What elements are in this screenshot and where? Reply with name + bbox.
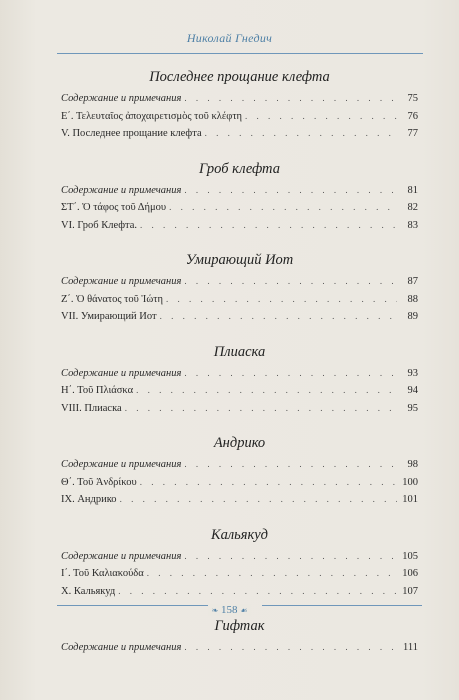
toc-entry-page: 94	[407, 385, 418, 396]
toc-entry-page: 101	[402, 494, 418, 505]
toc-entry-page: 93	[407, 367, 418, 379]
leader-dots	[184, 273, 397, 290]
toc-entry-label: IX. Андрико	[61, 494, 117, 505]
section-title: Андрико	[213, 435, 266, 451]
toc-section	[61, 526, 418, 601]
toc-entry-label: VIII. Плиаска	[61, 402, 122, 414]
toc-entry-label: Ε΄. Τελευταῖος ἀποχαιρετισμὸς τοῦ κλέφτη	[61, 110, 243, 122]
toc-section	[61, 617, 418, 657]
toc-entry[interactable]	[61, 456, 418, 474]
toc-entry-page: 87	[407, 276, 418, 287]
footer-rule-left	[57, 605, 222, 606]
toc-entry-label: Ζ΄. Ὁ θάνατος τοῦ Ἰώτη	[61, 293, 163, 305]
toc-entry[interactable]	[61, 400, 418, 418]
page-number-value: 158	[221, 604, 238, 616]
toc-entry-label: Ι΄. Τοῦ Καλιακούδα	[61, 568, 144, 579]
toc-entry[interactable]	[61, 565, 418, 583]
running-header-title: Николай Гнедич	[186, 31, 273, 45]
toc-entry-page: 83	[407, 219, 418, 231]
section-title: Плиаска	[213, 343, 266, 360]
toc-section	[61, 160, 418, 235]
toc-entry-label: VI. Гроб Клефта.	[61, 219, 138, 231]
toc-entry-page: 89	[407, 311, 418, 322]
toc-entry-page: 76	[407, 110, 418, 122]
leader-dots	[184, 456, 397, 473]
leader-dots	[147, 565, 397, 582]
leader-dots	[184, 639, 397, 656]
toc-entry-label: Содержание и примечания	[61, 459, 182, 470]
toc-entry-label: Η΄. Τοῦ Πλιάσκα	[61, 385, 134, 396]
leader-dots	[160, 308, 397, 325]
toc-entry-page: 100	[402, 476, 418, 488]
toc-entry-page: 98	[407, 459, 418, 470]
toc-entry-label: VII. Умирающий Иот	[61, 311, 157, 322]
leader-dots	[205, 125, 397, 142]
leader-dots	[169, 199, 397, 216]
leader-dots	[166, 291, 397, 308]
section-title: Умирающий Иот	[185, 252, 294, 268]
page-number	[208, 604, 252, 616]
toc-entry[interactable]	[61, 382, 418, 400]
toc-entry-page: 81	[407, 184, 418, 196]
leader-dots	[125, 400, 397, 417]
toc-section	[61, 434, 418, 509]
ornament-right-icon: ☙	[240, 606, 248, 615]
footer-rule-right	[262, 605, 422, 606]
section-title: Гифтак	[214, 618, 265, 634]
toc-entry[interactable]	[61, 365, 418, 383]
toc-entry-label: Содержание и примечания	[61, 276, 182, 287]
toc-entry[interactable]	[61, 182, 418, 200]
toc-entry-label: Содержание и примечания	[61, 367, 182, 379]
toc-entry[interactable]	[61, 273, 418, 291]
toc-entry[interactable]	[61, 639, 418, 657]
toc-entry[interactable]	[61, 217, 418, 235]
leader-dots	[118, 583, 397, 600]
leader-dots	[184, 548, 397, 565]
toc-entry[interactable]	[61, 199, 418, 217]
toc-section	[61, 251, 418, 326]
toc-entry-label: X. Кальякуд	[61, 585, 116, 597]
toc-entry-label: Θ΄. Τοῦ Ἀνδρίκου	[61, 476, 137, 488]
ornament-left-icon: ❧	[211, 606, 219, 615]
page-footer	[0, 598, 459, 617]
leader-dots	[245, 108, 397, 125]
section-title: Гроб клефта	[199, 160, 280, 177]
toc-entry-label: Содержание и примечания	[61, 642, 182, 653]
toc-entry-label: ΣΤ΄. Ὁ τάφος τοῦ Δήμου	[61, 202, 167, 213]
toc-entry[interactable]	[61, 474, 418, 492]
leader-dots	[184, 365, 397, 382]
leader-dots	[140, 474, 397, 491]
toc-entry[interactable]	[61, 108, 418, 126]
toc-entry-label: Содержание и примечания	[61, 550, 182, 562]
toc-section	[61, 68, 418, 143]
toc-entry-page: 95	[407, 402, 418, 414]
toc-entry-page: 82	[407, 202, 418, 213]
toc-entry-page: 88	[407, 293, 418, 305]
toc-entry[interactable]	[61, 291, 418, 309]
leader-dots	[120, 491, 397, 508]
leader-dots	[184, 90, 397, 107]
section-title: Последнее прощание клефта	[149, 69, 330, 85]
toc-entry-page: 111	[403, 642, 418, 653]
toc-section	[61, 343, 418, 418]
toc-entry[interactable]	[61, 90, 418, 108]
leader-dots	[136, 382, 397, 399]
toc-entry-page: 77	[407, 128, 418, 139]
leader-dots	[184, 182, 397, 199]
toc-entry-page: 107	[402, 585, 418, 597]
toc-entry[interactable]	[61, 491, 418, 509]
toc-entry-page: 75	[407, 93, 418, 104]
toc-entry[interactable]	[61, 548, 418, 566]
section-title: Кальякуд	[210, 526, 269, 543]
toc-entry-label: Содержание и примечания	[61, 93, 182, 104]
toc-entry[interactable]	[61, 125, 418, 143]
header-rule	[57, 53, 423, 54]
toc-entry-page: 106	[402, 568, 418, 579]
toc-entry[interactable]	[61, 308, 418, 326]
toc-entry-label: Содержание и примечания	[61, 184, 182, 196]
running-header	[0, 27, 459, 46]
table-of-contents	[61, 68, 418, 674]
leader-dots	[140, 217, 397, 234]
toc-entry-page: 105	[402, 550, 418, 562]
toc-entry-label: V. Последнее прощание клефта	[61, 128, 202, 139]
